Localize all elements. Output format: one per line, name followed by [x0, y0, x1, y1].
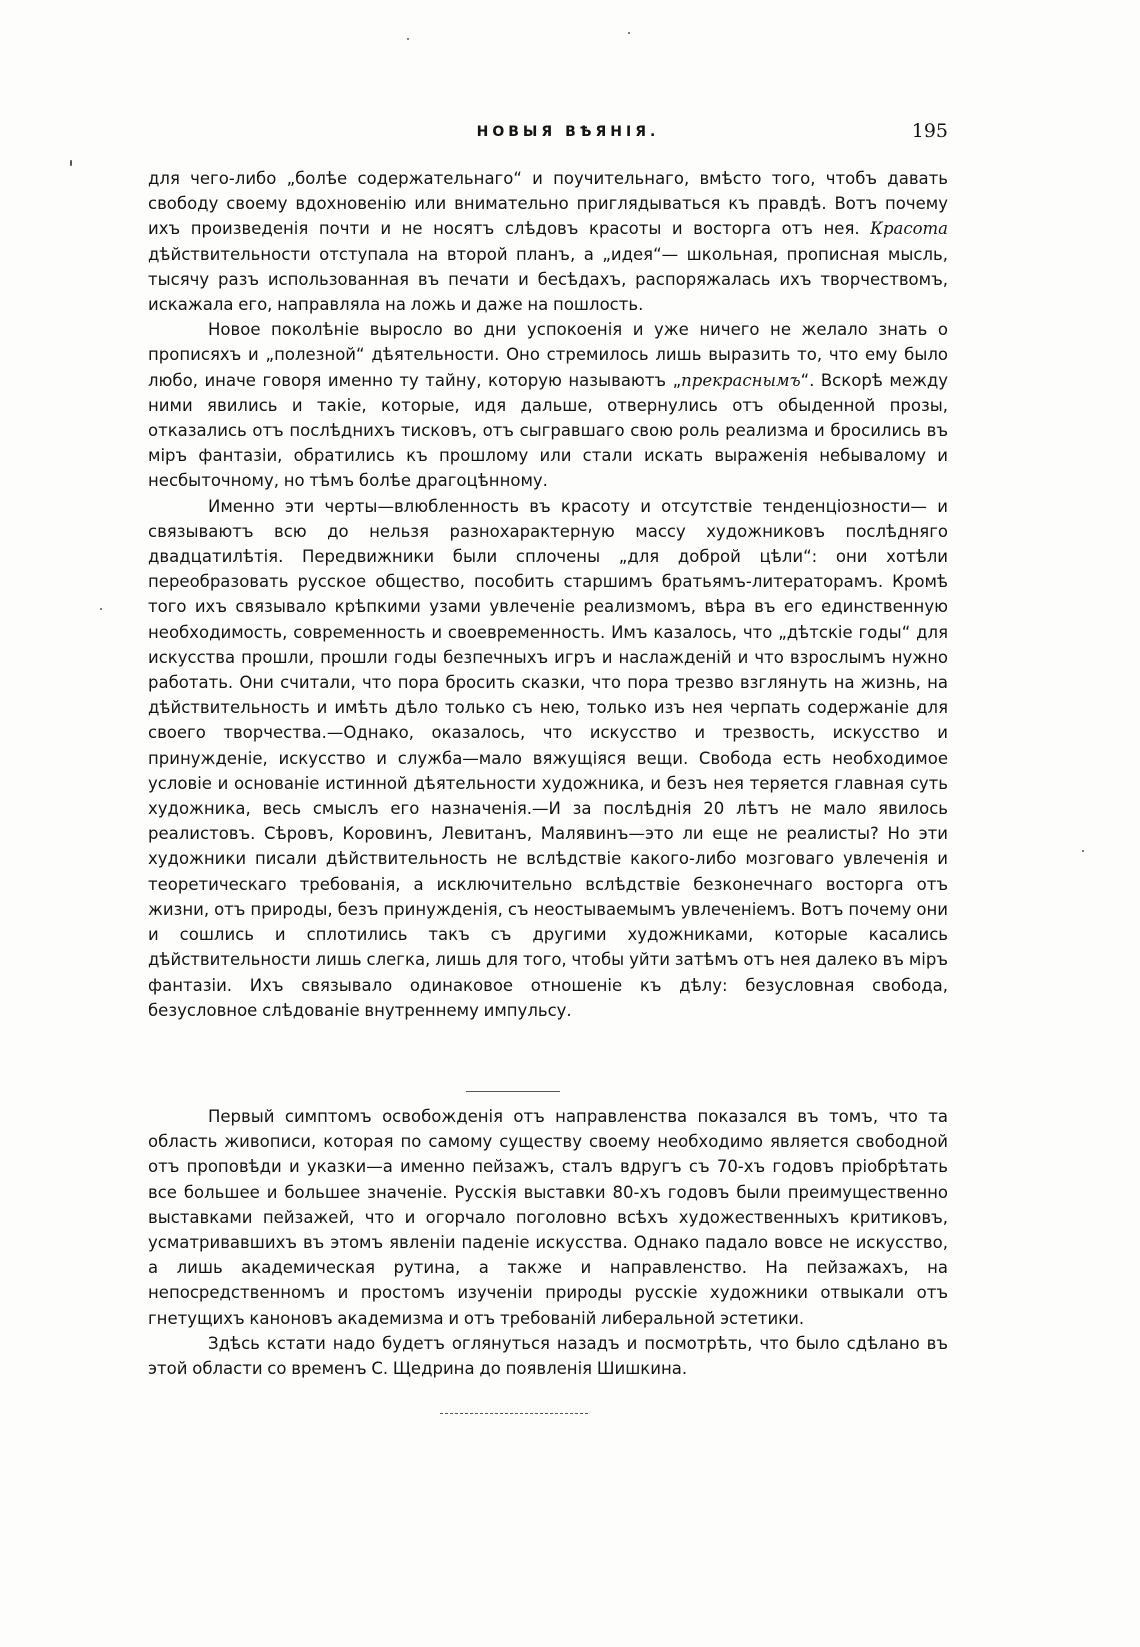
text-run: “. Вскорѣ между ними явились и такіе, которые, идя дальше, отвернулись отъ обыденной прозы, отказались отъ послѣднихъ тисковъ, отъ сыгравшаго свою роль реализма и бросились въ міръ фантазіи, обратились къ прошлому или стали искать выраженія небывалому и несбыточному, но тѣмъ болѣе драгоцѣнному.: [148, 370, 948, 491]
section-divider: [466, 1091, 560, 1092]
scan-speck: [407, 38, 409, 40]
text-run: дѣйствительности отступала на второй планъ, а „идея“— школьная, прописная мысль, тысячу разъ использованная въ печати и бесѣдахъ, распоряжалась ихъ творчествомъ, искажала его, направляла на ложь и даже на пошлость.: [148, 244, 948, 315]
closing-divider: [440, 1413, 588, 1414]
body-text-section-2: [148, 1104, 948, 1381]
text-run: Новое поколѣніе выросло во дни успокоенія и уже ничего не желало знать о прописяхъ и „полезной“ дѣятельности. Оно стремилось лишь выразить то, что ему было любо, иначе говоря именно ту тайну, которую называютъ „: [148, 320, 948, 390]
italic-word: Красота: [870, 219, 948, 239]
paragraph: Первый симптомъ освобожденія отъ направленства показался въ томъ, что та область живописи, которая по самому существу своему необходимо является свободной отъ проповѣди и указки—а именно пейзажъ, сталъ вдругъ съ 70-хъ годовъ пріобрѣтать все большее и большее значеніе. Русскія выставки 80-хъ годовъ были преимущественно выставками пейзажей, что и огорчало поголовно всѣхъ художественныхъ критиковъ, усматривавшихъ въ этомъ явленіи паденіе искусства. Однако падало вовсе не искусство, а лишь академическая рутина, а также и направленство. На пейзажахъ, на непосредственномъ и простомъ изученіи природы русскіе художники отвыкали отъ гнетущихъ каноновъ академизма и отъ требованій либеральной эстетики.: [148, 1107, 948, 1328]
body-text: [148, 166, 948, 1023]
italic-word: прекраснымъ: [681, 370, 801, 390]
scan-speck: [70, 160, 72, 166]
paragraph: Именно эти черты—влюбленность въ красоту и отсутствіе тенденціозности— и связываютъ всю до нельзя разнохарактерную массу художниковъ послѣдняго двадцатилѣтія. Передвижники были сплочены „для доброй цѣли“: они хотѣли переобразовать русское общество, пособить старшимъ братьямъ-литераторамъ. Кромѣ того ихъ связывало крѣпкими узами увлеченіе реализмомъ, вѣра въ его единственную необходимость, современность и своевременность. Имъ казалось, что „дѣтскіе годы“ для искусства прошли, прошли годы безпечныхъ игръ и наслажденій и что взрослымъ нужно работать. Они считали, что пора бросить сказки, что пора трезво взглянуть на жизнь, на дѣйствительность и имѣть дѣло только съ нею, только изъ нея черпать содержаніе для своего творчества.—Однако, оказалось, что искусство и трезвость, искусство и принужденіе, искусство и служба—мало вяжущіяся вещи. Свобода есть необходимое условіе и основаніе истинной дѣятельности художника, и безъ нея теряется главная суть художника, весь смыслъ его назначенія.—И за послѣднія 20 лѣтъ не мало явилось реалистовъ. Сѣровъ, Коровинъ, Левитанъ, Малявинъ—это ли еще не реалисты? Но эти художники писали дѣйствительность не вслѣдствіе какого-либо мозговаго увлеченія и теоретическаго требованія, а исключительно вслѣдствіе безконечнаго восторга отъ жизни, отъ природы, безъ принужденія, съ неостываемымъ увлеченіемъ. Вотъ почему они и сошлись и сплотились такъ съ другими художниками, которые касались дѣйствительности лишь слегка, лишь для того, чтобы уйти затѣмъ отъ нея далеко въ міръ фантазіи. Ихъ связывало одинаковое отношеніе къ дѣлу: безусловная свобода, безусловное слѣдованіе внутреннему импульсу.: [148, 496, 948, 1020]
page-number: 195: [911, 120, 948, 142]
running-head: НОВЫЯ ВѢЯНІЯ.: [476, 124, 660, 140]
scan-speck: [1082, 850, 1084, 852]
paragraph: [148, 166, 948, 317]
paragraph: [148, 317, 948, 493]
page-header: [148, 116, 948, 146]
text-run: для чего-либо „болѣе содержательнаго“ и поучительнаго, вмѣсто того, чтобъ давать свободу своему вдохновенію или внимательно приглядываться къ правдѣ. Вотъ почему ихъ произведенія почти и не носятъ слѣдовъ красоты и восторга отъ нея.: [148, 169, 948, 239]
scan-speck: [100, 608, 102, 610]
paragraph: Здѣсь кстати надо будетъ оглянуться назадъ и посмотрѣть, что было сдѣлано въ этой области со временъ С. Щедрина до появленія Шишкина.: [148, 1333, 948, 1379]
scan-speck: [628, 32, 630, 34]
